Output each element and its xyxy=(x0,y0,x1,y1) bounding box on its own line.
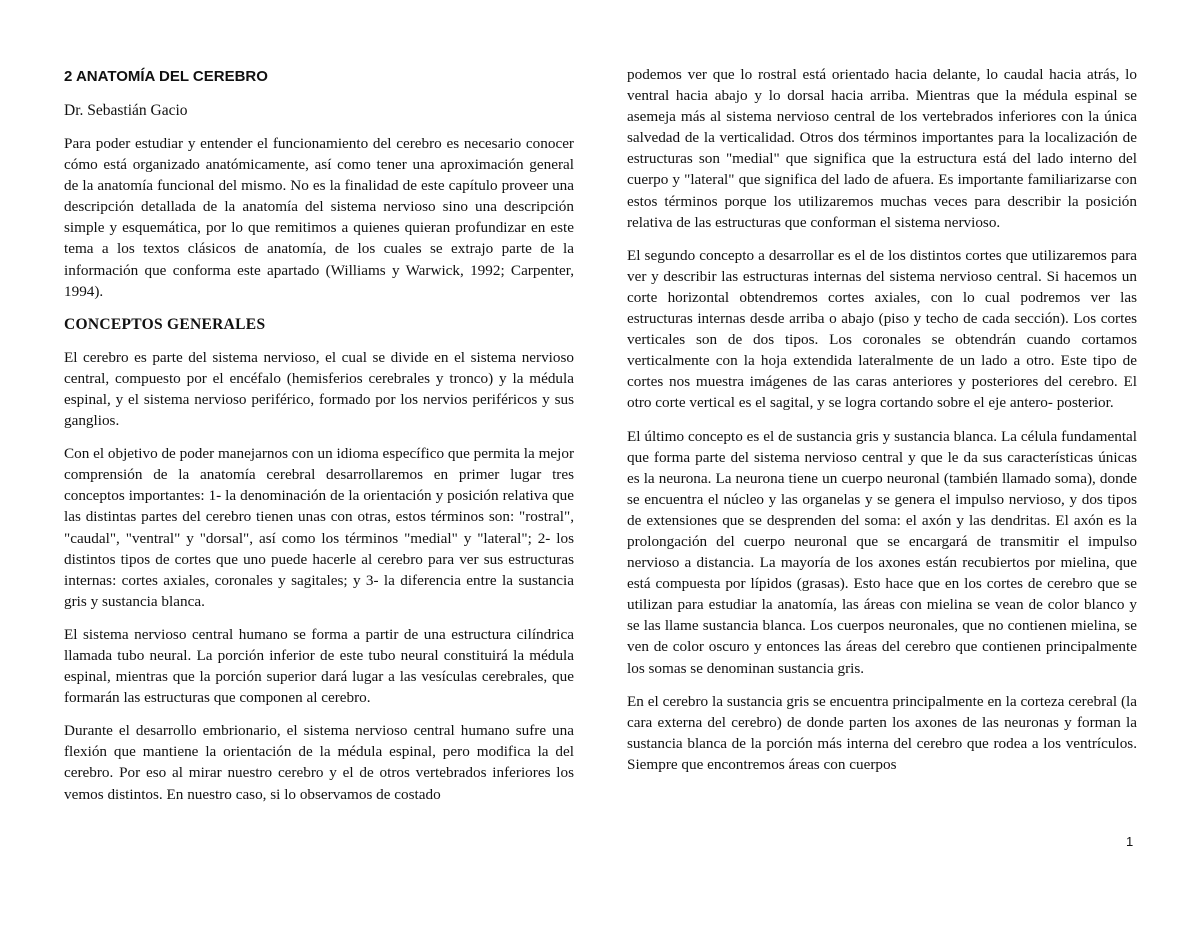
paragraph: El último concepto es el de sustancia gris y sustancia blanca. La célula fundamental que forma parte del sistema nervioso central y que le da sus características únicas es la neurona. La neurona tiene un cuerpo neuronal (también llamado soma), donde se encuentra el núcleo y las organelas y se genera el impulso nervioso, y dos tipos de extensiones que se desprenden del soma: el axón y las dendritas. El axón es la prolongación del cuerpo neuronal que se encargará de transmitir el impulso nervioso a distancia. La mayoría de los axones están recubiertos por mielina, que está compuesta por lípidos (grasas). Esto hace que en los cortes de cerebro que se utilizan para estudiar la anatomía, las áreas con mielina se vean de color blanco y se las llame sustancia blanca. Los cuerpos neuronales, que no contienen mielina, se ven de color oscuro y entonces las áreas del cerebro que contienen principalmente los somas se denominan sustancia gris. xyxy=(627,427,1137,677)
paragraph: El sistema nervioso central humano se forma a partir de una estructura cilíndrica llamada tubo neural. La porción inferior de este tubo neural constituirá la médula espinal, mientras que la porción superior dará lugar a las vesículas cerebrales, que formarán las estructuras que componen al cerebro. xyxy=(64,625,574,707)
paragraph: podemos ver que lo rostral está orientado hacia delante, lo caudal hacia atrás, lo ventral hacia abajo y lo dorsal hacia arriba. Mientras que la médula espinal se asemeja más al sistema nervioso central de los vertebrados inferiores con la única salvedad de la verticalidad. Otros dos términos importantes para la localización de estructuras son "medial" que significa que la estructura está del lado interno del cuerpo y "lateral" que significa del lado de afuera. Es importante familiarizarse con estos términos porque los utilizaremos muchas veces para describir la posición relativa de las estructuras que conforman el sistema nervioso. xyxy=(627,66,1137,231)
chapter-title: 2 ANATOMÍA DEL CEREBRO xyxy=(64,68,268,85)
paragraph: Con el objetivo de poder manejarnos con un idioma específico que permita la mejor comprensión de la anatomía cerebral desarrollaremos en primer lugar tres conceptos importantes: 1- la denominación de la orientación y posición relativa que las distintas partes del cerebro tienen unas con otras, estos términos son: "rostral", "caudal", "ventral" y "dorsal", así como los términos "medial" y "lateral"; 2- los distintos tipos de cortes que uno puede hacerle al cerebro para ver sus estructuras internas: cortes axiales, coronales y sagitales; y 3- la diferencia entre la sustancia gris y sustancia blanca. xyxy=(64,445,574,610)
paragraph: Durante el desarrollo embrionario, el sistema nervioso central humano sufre una flexión que mantiene la orientación de la médula espinal, pero modifica la del cerebro. Por eso al mirar nuestro cerebro y el de otros vertebrados inferiores los vemos distintos. En nuestro caso, si lo observamos de costado xyxy=(64,722,574,803)
page-number: 1 xyxy=(1126,834,1134,849)
left-column xyxy=(64,64,574,817)
intro-paragraph: Para poder estudiar y entender el funcionamiento del cerebro es necesario conocer cómo está organizado anatómicamente, así como tener una aproximación general de la anatomía funcional del mismo. No es la finalidad de este capítulo proveer una descripción detallada de la anatomía del sistema nervioso sino una descripción simple y esquemática, por lo que remitimos a quienes quieran profundizar en este tema a los textos clásicos de anatomía, de los cuales se extrajo parte de la información que conforma este apartado (Williams y Warwick, 1992; Carpenter, 1994). xyxy=(64,135,574,300)
paragraph: El segundo concepto a desarrollar es el de los distintos cortes que utilizaremos para ver y describir las estructuras internas del sistema nervioso central. Si hacemos un corte horizontal obtendremos cortes axiales, con lo cual podremos ver las estructuras internas desde arriba o abajo (piso y techo de cada sección). Los cortes verticales son de dos tipos. Los coronales se obtendrán cuando cortamos verticalmente con la hoja extendida lateralmente de un lado a otro. Este tipo de cortes nos muestra imágenes de las caras anteriores y posteriores del cerebro. El otro corte vertical es el sagital, y se logra cortando sobre el eje antero- posterior. xyxy=(627,246,1137,412)
right-column xyxy=(627,64,1137,787)
section-heading: CONCEPTOS GENERALES xyxy=(64,315,266,333)
paragraph: En el cerebro la sustancia gris se encuentra principalmente en la corteza cerebral (la cara externa del cerebro) de donde parten los axones de las neuronas y forman la sustancia blanca de la porción más interna del cerebro que rodea a los ventrículos. Siempre que encontremos áreas con cuerpos xyxy=(627,692,1137,773)
paragraph: El cerebro es parte del sistema nervioso, el cual se divide en el sistema nervioso central, compuesto por el encéfalo (hemisferios cerebrales y tronco) y la médula espinal, y el sistema nervioso periférico, formado por los nervios periféricos y sus ganglios. xyxy=(64,348,574,430)
author-line: Dr. Sebastián Gacio xyxy=(64,102,188,119)
